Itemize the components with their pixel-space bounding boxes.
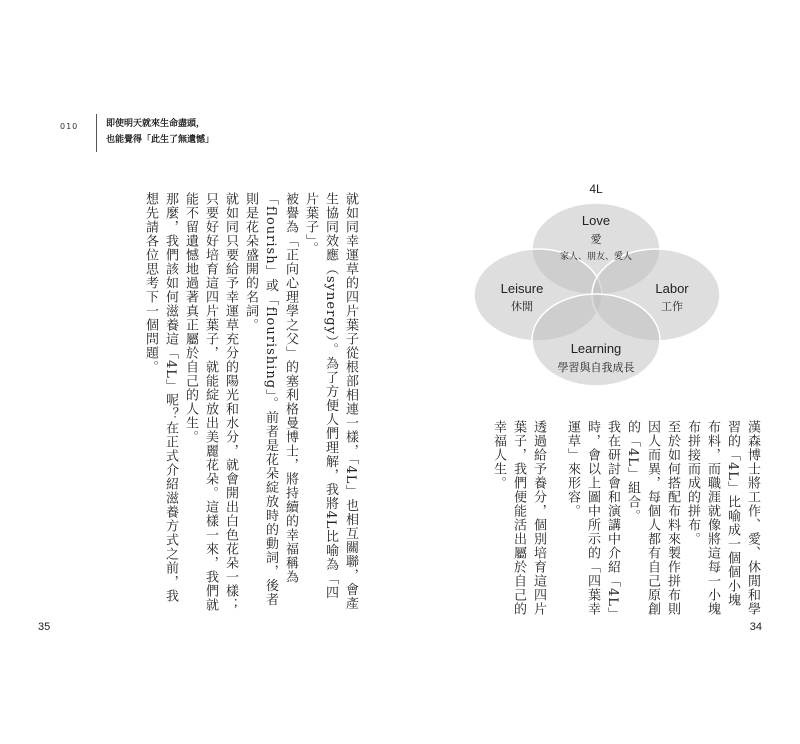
paragraph: 漢森博士將工作、愛、休閒和學習的「4L」比喻成一個個小塊布料，而職涯就像將這每一小塊布拼接而成的拼布。 — [685, 420, 760, 616]
paragraph: 我在研討會和演講中介紹「4L」時，會以上圖中所示的「四葉幸運草」來形容。 — [565, 420, 620, 616]
labor-label-zh: 工作 — [661, 301, 683, 313]
paragraph: 被譽為「正向心理學之父」的塞利格曼博士，將持續的幸福稱為「flourish」或「flourishing」。前者是花朵綻放時的動詞，後者則是花朵盛開的名詞。 — [243, 192, 298, 607]
paragraph: 就如同幸運草的四片葉子從根部相連一樣，「4L」也相互關聯，會產生協同效應（synergy）。為了方便人們理解，我將4L比喻為「四片葉子」。 — [303, 192, 358, 611]
page-number-right: 34 — [749, 621, 762, 633]
right-page — [400, 0, 800, 744]
running-head-page-number: 010 — [60, 122, 79, 131]
right-page-body — [442, 420, 762, 620]
love-sub-label: 家人、朋友、愛人 — [559, 251, 633, 261]
running-head-title-line1: 即使明天就來生命盡頭， — [106, 119, 206, 129]
running-head-rule — [96, 114, 97, 152]
paragraph: 透過給予養分，個別培育這四片葉子，我們便能活出屬於自己的幸福人生。 — [491, 420, 546, 616]
paragraph: 就如同只要給予幸運草充分的陽光和水分，就會開出白色花朵一樣；只要好好培育這四片葉子，就能綻放出美麗花朵。這樣一來，我們就能不留遺憾地過著真正屬於自己的人生。 — [183, 192, 238, 612]
four-l-diagram — [466, 173, 726, 383]
labor-label-en: Labor — [655, 281, 689, 296]
learning-label-zh: 學習與自我成長 — [557, 362, 635, 374]
love-label-en: Love — [581, 213, 611, 228]
love-label-zh: 愛 — [590, 234, 602, 246]
paragraph: 至於如何搭配布料來製作拼布則因人而異，每個人都有自己原創的「4L」組合。 — [625, 420, 680, 616]
leisure-label-en: Leisure — [500, 281, 544, 296]
page-number-left: 35 — [38, 621, 51, 633]
paragraph: 那麼，我們該如何滋養這「4L」呢？在正式介紹滋養方式之前，我想先請各位思考下一個問題。 — [143, 192, 178, 603]
left-page-body — [90, 192, 360, 612]
leisure-label-zh: 休閒 — [511, 301, 533, 313]
diagram-title: 4L — [589, 182, 603, 196]
four-l-venn — [466, 173, 726, 383]
running-head-title-line2: 也能覺得「此生了無遺憾」 — [106, 135, 215, 145]
learning-label-en: Learning — [570, 341, 622, 356]
